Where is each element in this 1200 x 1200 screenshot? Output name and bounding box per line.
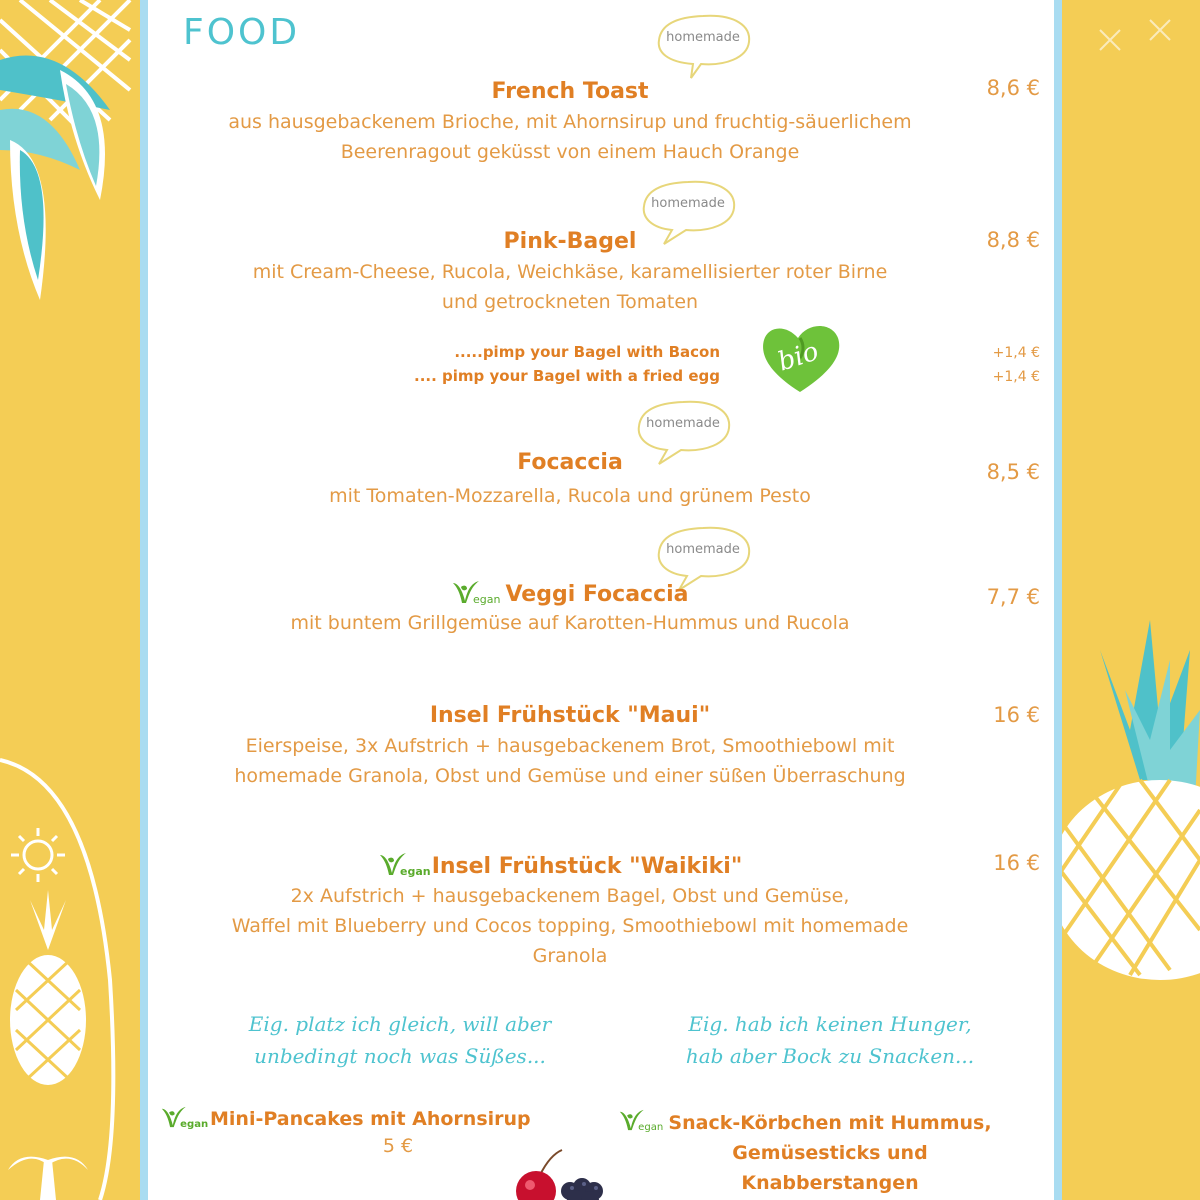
extra-item-title-text: Mini-Pancakes mit Ahornsirup <box>210 1108 531 1130</box>
berries-illustration <box>500 1145 630 1200</box>
note-sweet: Eig. platz ich gleich, will aber unbedingt noch was Süßes... <box>248 1012 552 1068</box>
menu-heading: FOOD <box>183 12 301 53</box>
vegan-label: egan <box>399 865 431 878</box>
homemade-label: homemade <box>666 30 740 45</box>
vegan-icon <box>160 1105 209 1134</box>
vegan-icon <box>451 579 499 611</box>
menu-item-description: mit buntem Grillgemüse auf Karotten-Hummus und Rucola <box>290 612 850 634</box>
menu-item-price: 16 € <box>993 851 1040 875</box>
extra-item-title: Snack-Körbchen mit Hummus, Gemüsesticks und Knabberstangen <box>668 1112 992 1194</box>
menu-item-title: French Toast <box>491 79 649 104</box>
menu-item-title-text: Veggi Focaccia <box>505 582 689 607</box>
menu-item-price: 8,8 € <box>986 228 1040 252</box>
menu-item-title <box>380 579 760 611</box>
menu-item-price: 16 € <box>993 703 1040 727</box>
note-snack: Eig. hab ich keinen Hunger, hab aber Bock zu Snacken... <box>685 1012 975 1068</box>
vegan-label: egan <box>180 1119 209 1131</box>
homemade-badge <box>655 12 755 82</box>
menu-item-title <box>320 851 800 883</box>
menu-item-description: Eierspeise, 3x Aufstrich + hausgebackenem Brot, Smoothiebowl mit homemade Granola, Obst und Gemüse und einer süßen Überraschung <box>234 735 906 787</box>
menu-item-title-text: Insel Frühstück "Waikiki" <box>431 854 743 879</box>
vegan-icon <box>378 851 431 883</box>
menu-item-description: aus hausgebackenem Brioche, mit Ahornsirup und fruchtig-säuerlichem Beerenragout geküsst von einem Hauch Orange <box>228 111 912 163</box>
addon-list <box>300 340 720 388</box>
pineapple-leaves-left-decoration <box>0 0 140 320</box>
menu-item-title: Focaccia <box>517 450 623 475</box>
menu-item-price: 8,6 € <box>986 76 1040 100</box>
addon-fried-egg: .... pimp your Bagel with a fried egg <box>414 367 720 385</box>
extra-item-title <box>160 1105 560 1134</box>
surfboard-left-decoration <box>0 740 140 1200</box>
bio-label: bio <box>774 336 823 378</box>
extra-item-price: 5 € <box>382 1135 414 1157</box>
menu-item-description: mit Tomaten-Mozzarella, Rucola und grünem Pesto <box>329 485 811 507</box>
addon-price: +1,4 € <box>992 369 1040 385</box>
addon-prices <box>950 341 1040 389</box>
menu-item-description: 2x Aufstrich + hausgebackenem Bagel, Obst und Gemüse, Waffel mit Blueberry und Cocos topping, Smoothiebowl mit homemade Granola <box>231 885 909 967</box>
addon-price: +1,4 € <box>992 345 1040 361</box>
homemade-label: homemade <box>651 196 725 211</box>
homemade-label: homemade <box>646 416 720 431</box>
menu-item-title: Insel Frühstück "Maui" <box>429 703 711 728</box>
bio-heart-icon <box>758 322 842 396</box>
menu-item-title: Pink-Bagel <box>503 229 637 254</box>
vegan-label: egan <box>473 593 501 606</box>
vegan-icon <box>618 1108 662 1136</box>
vegan-label: egan <box>638 1122 664 1134</box>
menu-item-price: 8,5 € <box>986 460 1040 484</box>
menu-item-description: mit Cream-Cheese, Rucola, Weichkäse, karamellisierter roter Birne und getrockneten Tomaten <box>252 261 888 313</box>
sparkle-right-decoration <box>1090 10 1190 70</box>
menu-item-price: 7,7 € <box>986 585 1040 609</box>
homemade-label: homemade <box>666 542 740 557</box>
addon-bacon: .....pimp your Bagel with Bacon <box>454 343 720 361</box>
